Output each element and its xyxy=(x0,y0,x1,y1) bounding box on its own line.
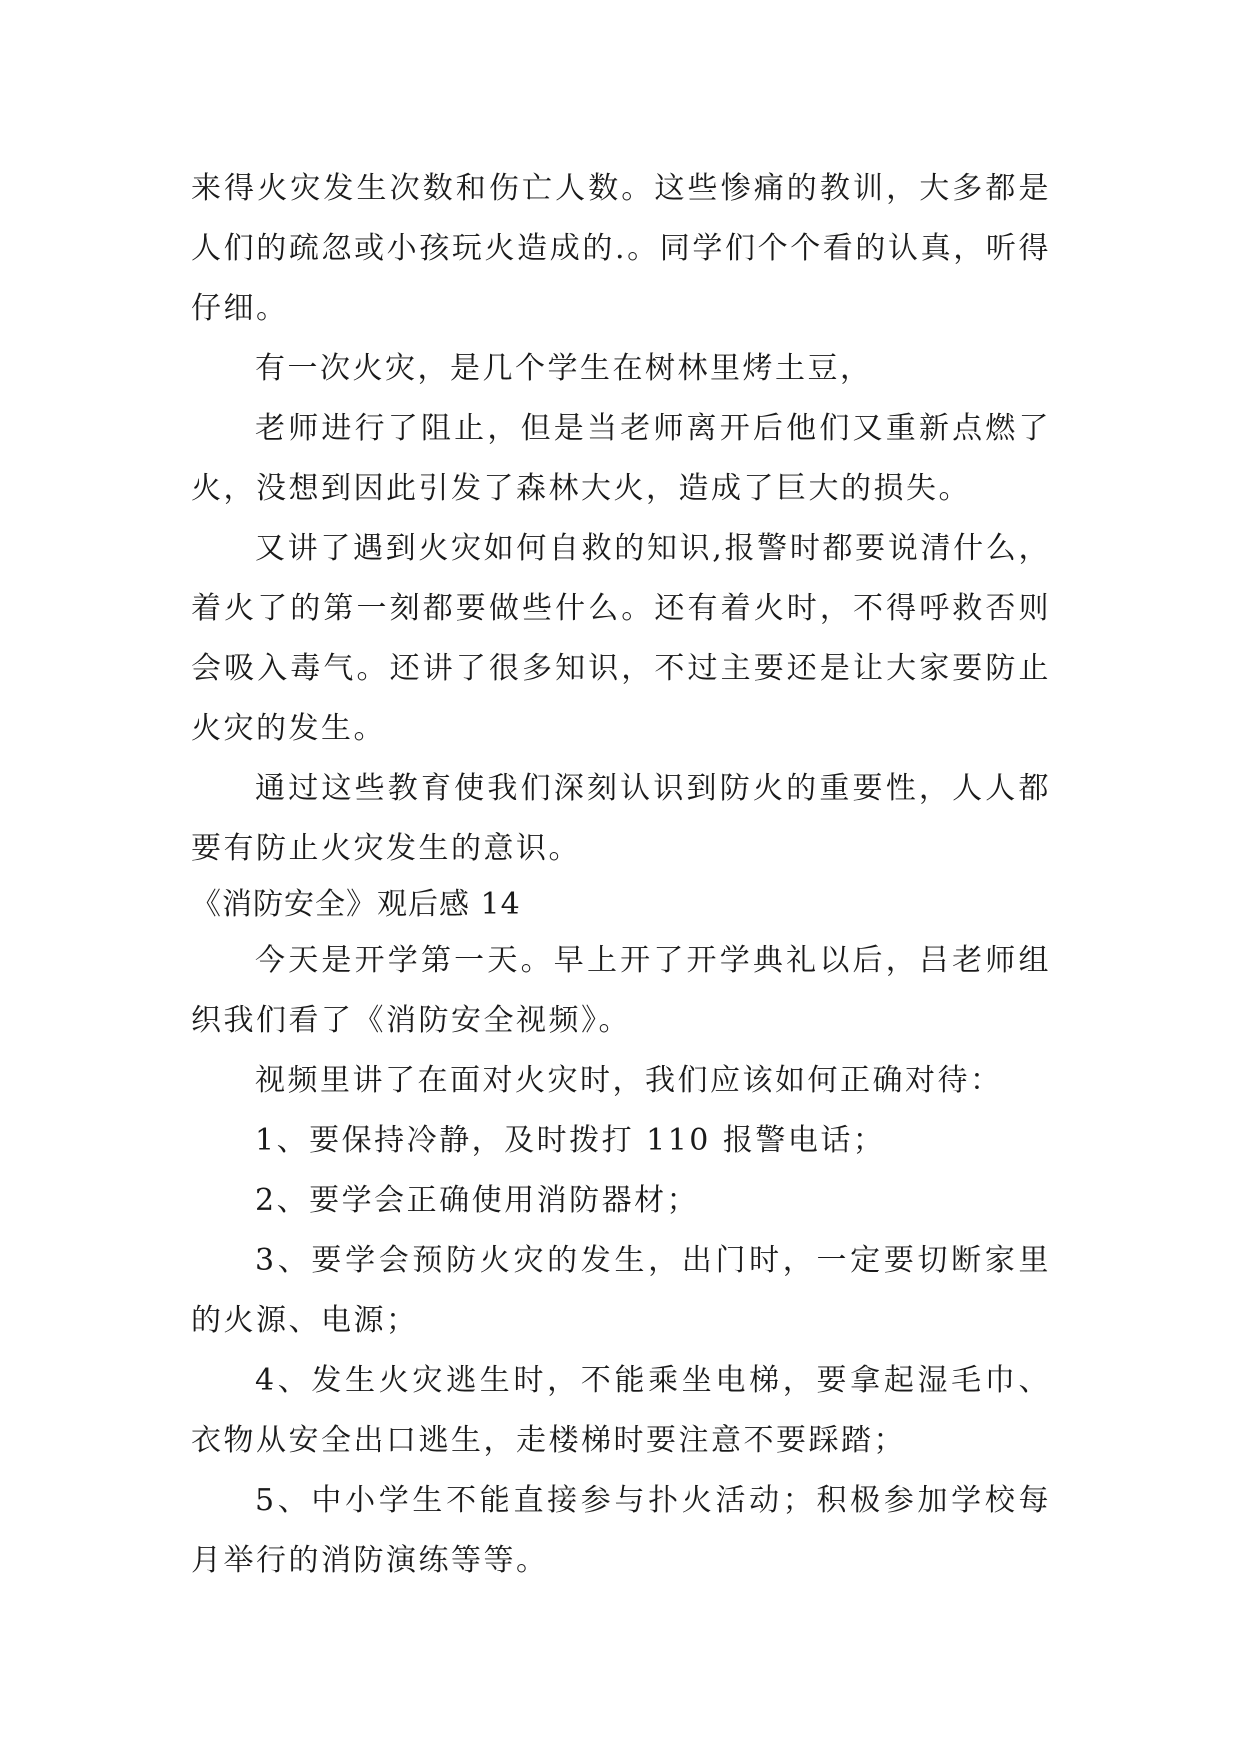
paragraph: 视频里讲了在面对火灾时，我们应该如何正确对待： xyxy=(255,1063,1003,1098)
list-item: 3、要学会预防火灾的发生，出门时，一定要切断家里的火源、电源； xyxy=(191,1243,1051,1338)
list-item: 5、中小学生不能直接参与扑火活动；积极参加学校每月举行的消防演练等等。 xyxy=(191,1483,1051,1578)
paragraph: 通过这些教育使我们深刻认识到防火的重要性，人人都要有防止火灾发生的意识。 xyxy=(191,771,1051,866)
list-item: 4、发生火灾逃生时，不能乘坐电梯，要拿起湿毛巾、衣物从安全出口逃生，走楼梯时要注意不要踩踏； xyxy=(191,1363,1051,1458)
paragraph-continuation: 来得火灾发生次数和伤亡人数。这些惨痛的教训，大多都是人们的疏忽或小孩玩火造成的.。同学们个个看的认真，听得仔细。 xyxy=(191,171,1051,326)
list-item: 2、要学会正确使用消防器材； xyxy=(255,1183,700,1218)
document-body xyxy=(191,159,1051,1591)
paragraph: 今天是开学第一天。早上开了开学典礼以后，吕老师组织我们看了《消防安全视频》。 xyxy=(191,943,1051,1038)
paragraph: 又讲了遇到火灾如何自救的知识,报警时都要说清什么，着火了的第一刻都要做些什么。还有着火时，不得呼救否则会吸入毒气。还讲了很多知识，不过主要还是让大家要防止火灾的发生。 xyxy=(191,531,1051,746)
list-item: 1、要保持冷静，及时拨打 110 报警电话； xyxy=(255,1123,886,1158)
section-heading: 《消防安全》观后感 14 xyxy=(191,887,521,922)
paragraph: 老师进行了阻止，但是当老师离开后他们又重新点燃了火，没想到因此引发了森林大火，造成了巨大的损失。 xyxy=(191,411,1051,506)
paragraph: 有一次火灾，是几个学生在树林里烤土豆， xyxy=(255,351,873,386)
